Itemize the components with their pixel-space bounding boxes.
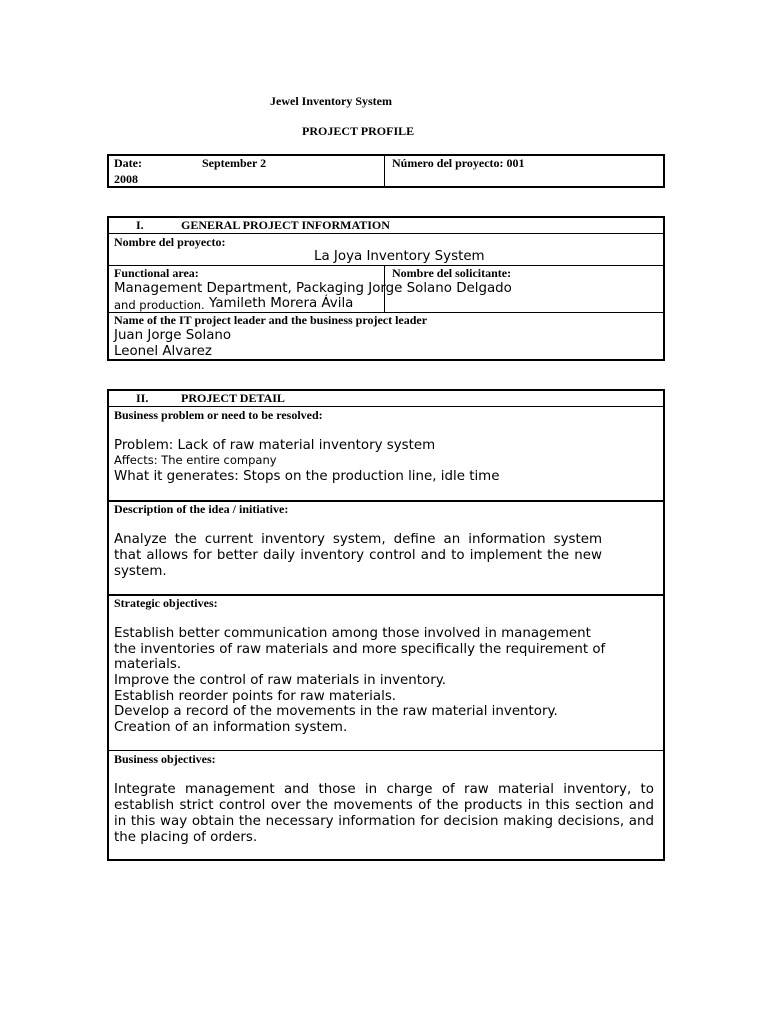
leader-business: Leonel Alvarez [114, 344, 212, 359]
idea-label: Description of the idea / initiative: [114, 502, 289, 516]
strategic-line: Establish reorder points for raw materials. [114, 688, 397, 704]
document-title: Jewel Inventory System [270, 94, 392, 108]
project-name-value: La Joya Inventory System [314, 249, 485, 264]
functional-area-line-2: Yamileth Morera Ávila [209, 296, 354, 311]
strategic-line: Establish better communication among those involved in management [114, 626, 591, 641]
section-1-number: I. [136, 218, 144, 232]
document-subtitle: PROJECT PROFILE [302, 124, 415, 138]
requester-label: Nombre del solicitante: [392, 266, 512, 280]
problem-text: Problem: Lack of raw material inventory system [114, 438, 436, 453]
project-name-label: Nombre del proyecto: [114, 235, 226, 249]
functional-area-line-1: Management Department, Packaging Jorge Solano Delgado [114, 281, 512, 296]
business-text: Integrate management and those in charge of raw material inventory, to establish strict control over the movements of the products in this section and in this way obtain the necessary information for decision making decisions, and the placing of orders. [114, 782, 654, 845]
generates-text: What it generates: Stops on the production line, idle time [114, 469, 500, 484]
strategic-line: the inventories of raw materials and more specifically the requirement of [114, 641, 606, 657]
strategic-objectives-list [114, 626, 605, 736]
strategic-label: Strategic objectives: [114, 596, 218, 610]
affects-text: Affects: The entire company [114, 453, 277, 467]
business-label: Business objectives: [114, 752, 216, 766]
date-table [107, 154, 665, 188]
strategic-line: Develop a record of the movements in the raw material inventory. [114, 704, 558, 720]
strategic-line: materials. [114, 657, 182, 673]
strategic-line: Creation of an information system. [114, 720, 348, 736]
strategic-divider [107, 750, 665, 751]
date-table-divider [384, 154, 385, 188]
leaders-label: Name of the IT project leader and the business project leader [114, 313, 428, 327]
functional-area-small-text: and production. [114, 298, 205, 312]
section-2-number: II. [136, 391, 149, 405]
idea-text: Analyze the current inventory system, define an information system that allows for better daily inventory control and to implement the new system. [114, 532, 602, 579]
functional-area-label: Functional area: [114, 266, 199, 280]
project-number: Número del proyecto: 001 [392, 156, 525, 170]
leader-it: Juan Jorge Solano [114, 328, 232, 343]
section-2-header-divider [107, 406, 665, 407]
date-year: 2008 [114, 172, 138, 186]
section-1-header-divider [107, 233, 665, 234]
date-label: Date: [114, 156, 142, 170]
section-1-title: GENERAL PROJECT INFORMATION [181, 218, 390, 232]
problem-label: Business problem or need to be resolved: [114, 408, 323, 422]
section-2-title: PROJECT DETAIL [181, 391, 285, 405]
strategic-line: Improve the control of raw materials in inventory. [114, 673, 446, 689]
date-value: September 2 [202, 156, 267, 170]
